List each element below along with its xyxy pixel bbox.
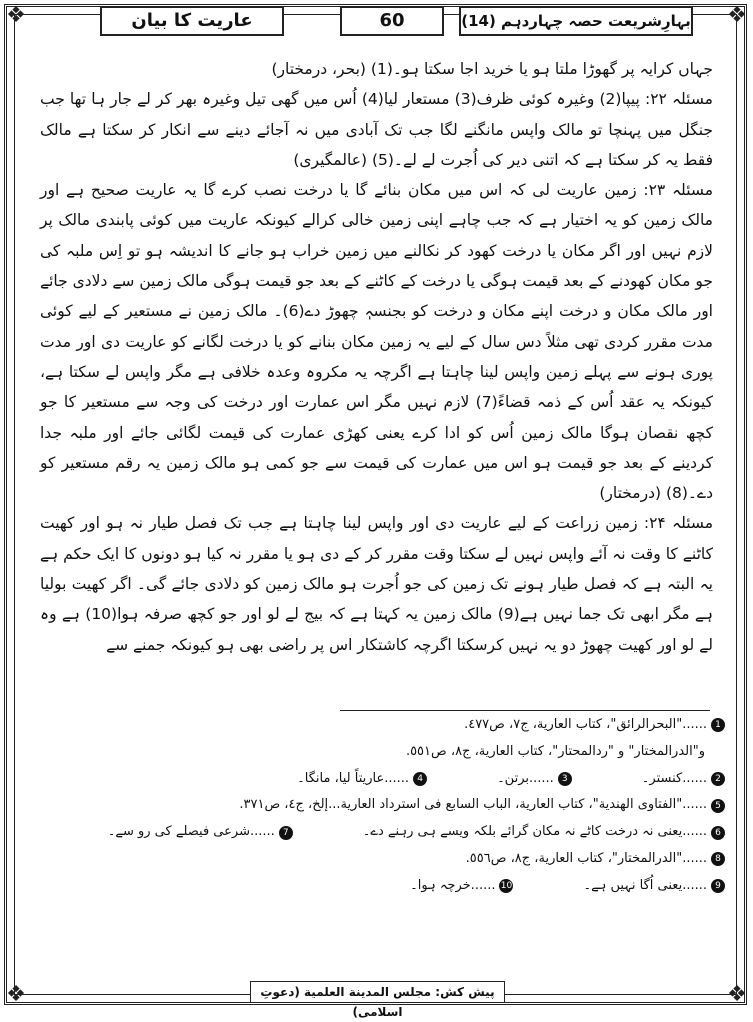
footnote-text: ......یعنی نہ درخت کاٹے نہ مکان گرائے بلکہ ویسے ہی رہنے دے۔ xyxy=(362,824,707,840)
footnote-text: ......"الفتاوی الهندية"، کتاب العارية، الباب السابع فی استرداد العارية...إلخ، ج٤، ص٣٧١. xyxy=(239,797,707,813)
footnote xyxy=(40,739,725,766)
footnotes xyxy=(40,712,725,900)
corner-ornament-icon: ❖ xyxy=(6,3,26,28)
paragraph: مسئلہ ۲۴: زمین زراعت کے لیے عاریت دی اور واپس لینا چاہتا ہے جب تک فصل طیار نہ ہو اور کھیت کاٹنے کا وقت نہ آئے واپس نہیں لے سکتا وقت مقرر کر کے دی ہو یا مقرر نہ کیا ہو دونوں کا ایک حکم ہے یہ البتہ ہے کہ فصل طیار ہونے تک زمین کی جو اُجرت ہو مالک زمین کو دلادی جائے گی۔ اگر کھیت بولیا ہے مگر ابھی تک جما نہیں ہے(9) مالک زمین یہ کہتا ہے کہ بیج لے لو اور جو کچھ صرفہ ہوا(10) ہے وہ لے لو اور کھیت چھوڑ دو یہ نہیں کرسکتا اگرچہ کاشتکار اس پر راضی بھی ہو کیونکہ جمنے سے xyxy=(40,514,714,654)
footnote-number: 2 xyxy=(711,772,725,786)
paragraph: مسئلہ ۲۲: پیپا(2) وغیرہ کوئی ظرف(3) مستعار لیا(4) اُس میں گھی تیل وغیرہ بھر کر لے جار ہا تھا جب جنگل میں پہنچا تو مالک واپس مانگنے لگا جب تک آبادی میں نہ آجائے دینے سے انکار کر سکتا ہے مالک فقط یہ کر سکتا ہے کہ اتنی دیر کی اُجرت لے لے۔(5) (عالمگیری) xyxy=(40,90,713,169)
footnote xyxy=(40,712,725,739)
chapter-title: عاریت کا بیان xyxy=(100,6,284,36)
body-text xyxy=(40,54,713,660)
footnote-number: 6 xyxy=(711,826,725,840)
footnote xyxy=(40,766,725,793)
footnote-number: 9 xyxy=(711,879,725,893)
footnote-number: 3 xyxy=(558,772,572,786)
footnote-number: 4 xyxy=(413,772,427,786)
footnote xyxy=(40,792,725,819)
book-title: بہارِشریعت حصہ چہاردہم (14) xyxy=(459,6,693,36)
paragraph: مسئلہ ۲۳: زمین عاریت لی کہ اس میں مکان بنائے گا یا درخت نصب کرے گا یہ عاریت صحیح ہے اور مالک زمین کو یہ اختیار ہے کہ جب چاہے اپنی زمین خالی کرالے کیونکہ عاریت میں کوئی پابندی مالک پر لازم نہیں اور اگر مکان یا درخت کھود کر نکالنے میں زمین خراب ہو جانے کا اندیشہ ہو تو اِس ملبہ کی جو مکان کھودنے کے بعد قیمت ہوگی یا درخت کے کاٹنے کے بعد جو قیمت ہوگی مالک زمین سے دلادی جائے اور مالک مکان و درخت اپنے مکان و درخت کو بجنسہٖ چھوڑ دے(6)۔ مالک زمین نے مستعیر کے لیے کوئی مدت مقرر کردی تھی مثلاً دس سال کے لیے یہ زمین مکان بنانے کو یا درخت لگانے کو عاریت دی اور مدت پوری ہونے سے پہلے زمین واپس لینا چاہتا ہے اگرچہ یہ مکروہ وعدہ خلافی ہے مگر واپس لے سکتا ہے، کیونکہ یہ عقد اُس کے ذمہ قضاءً(7) لازم نہیں مگر اس عمارت اور درخت کی وجہ سے مستعیر کا جو کچھ نقصان ہوگا مالک زمین اُس کو ادا کرے یعنی کھڑی عمارت کی قیمت لگائی جائے اور ملبہ جدا کردینے کے بعد جو قیمت ہو اس میں عمارت کی قیمت سے جو کمی ہو مالک زمین یہ رقم مستعیر کو دے۔(8) (درمختار) xyxy=(40,181,714,503)
footnote xyxy=(40,873,725,900)
footnote-text: ......کنستر۔ xyxy=(641,770,707,786)
page-header xyxy=(40,6,713,36)
paragraph: جہاں کرایہ پر گھوڑا ملتا ہو یا خرید اجا سکتا ہو۔(1) (بحر، درمختار) xyxy=(271,60,713,78)
footnote-divider xyxy=(340,710,710,711)
page-footer: پیش کش: مجلس المدينة العلمية (دعوتِ اسلامی) xyxy=(250,981,505,1003)
page-number: 60 xyxy=(340,6,444,36)
footnote-text: ......یعنی اُگا نہیں ہے۔ xyxy=(583,877,707,893)
footnote-text: ......خرچہ ہوا۔ xyxy=(410,877,496,893)
footnote-number: 8 xyxy=(711,852,725,866)
corner-ornament-icon: ❖ xyxy=(6,982,26,1007)
footnote xyxy=(40,819,725,846)
footnote-number: 7 xyxy=(279,826,293,840)
corner-ornament-icon: ❖ xyxy=(727,3,747,28)
corner-ornament-icon: ❖ xyxy=(727,982,747,1007)
footnote-text: ......"الدرالمختار"، کتاب العارية، ج٨، ص٥٥٦. xyxy=(465,850,707,866)
footnote-number: 10 xyxy=(500,881,513,892)
footnote-text: ......"البحرالرائق"، کتاب العارية، ج٧، ص٤٧٧. xyxy=(464,717,707,732)
footnote-number: 1 xyxy=(711,718,725,732)
footnote-number: 5 xyxy=(711,799,725,813)
footnote xyxy=(40,846,725,873)
footnote-text: ......شرعی فیصلے کی رو سے۔ xyxy=(107,824,275,840)
footnote-text: ......عاریتاً لیا، مانگا۔ xyxy=(297,770,410,786)
footnote-text: و"الدرالمختار" و "ردالمحتار"، کتاب العارية، ج٨، ص٥٥١. xyxy=(405,743,705,759)
footnote-text: ......برتن۔ xyxy=(497,770,554,786)
